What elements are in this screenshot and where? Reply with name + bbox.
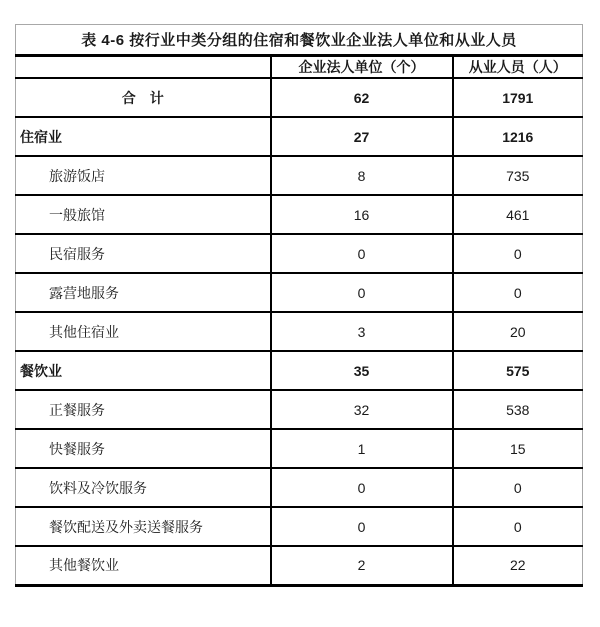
row-label: 旅游饭店 (16, 156, 271, 195)
row-employees-value: 575 (453, 351, 583, 390)
table-row (16, 390, 583, 429)
table-row (16, 117, 583, 156)
row-label: 餐饮业 (16, 351, 271, 390)
row-employees-value: 1791 (453, 78, 583, 117)
table-row (16, 507, 583, 546)
column-header-legal-units: 企业法人单位（个） (271, 56, 453, 79)
row-employees-value: 0 (453, 273, 583, 312)
row-employees-value: 538 (453, 390, 583, 429)
row-units-value: 3 (271, 312, 453, 351)
table-row (16, 273, 583, 312)
row-units-value: 16 (271, 195, 453, 234)
table-body (16, 78, 583, 585)
table-row (16, 195, 583, 234)
row-units-value: 0 (271, 234, 453, 273)
row-units-value: 0 (271, 468, 453, 507)
row-label: 住宿业 (16, 117, 271, 156)
column-header-employees: 从业人员（人） (453, 56, 583, 79)
column-header-industry (16, 56, 271, 79)
row-units-value: 27 (271, 117, 453, 156)
table-row (16, 312, 583, 351)
table-row (16, 429, 583, 468)
table-header-row (16, 56, 583, 79)
row-employees-value: 461 (453, 195, 583, 234)
row-label: 民宿服务 (16, 234, 271, 273)
table-title: 表 4-6 按行业中类分组的住宿和餐饮业企业法人单位和从业人员 (16, 25, 583, 56)
row-label: 快餐服务 (16, 429, 271, 468)
row-units-value: 1 (271, 429, 453, 468)
row-employees-value: 0 (453, 234, 583, 273)
row-employees-value: 15 (453, 429, 583, 468)
row-employees-value: 20 (453, 312, 583, 351)
row-label: 正餐服务 (16, 390, 271, 429)
table-row (16, 156, 583, 195)
row-units-value: 0 (271, 507, 453, 546)
row-label: 餐饮配送及外卖送餐服务 (16, 507, 271, 546)
table-row (16, 351, 583, 390)
row-employees-value: 0 (453, 468, 583, 507)
table-row (16, 468, 583, 507)
row-units-value: 0 (271, 273, 453, 312)
statistics-table (15, 24, 583, 587)
row-label: 饮料及冷饮服务 (16, 468, 271, 507)
row-label: 其他餐饮业 (16, 546, 271, 585)
row-label: 一般旅馆 (16, 195, 271, 234)
table-row (16, 546, 583, 585)
row-label: 其他住宿业 (16, 312, 271, 351)
row-label: 合 计 (16, 78, 271, 117)
row-employees-value: 1216 (453, 117, 583, 156)
row-units-value: 32 (271, 390, 453, 429)
row-employees-value: 22 (453, 546, 583, 585)
row-units-value: 35 (271, 351, 453, 390)
table-row (16, 78, 583, 117)
row-label: 露营地服务 (16, 273, 271, 312)
table-row (16, 234, 583, 273)
table-title-row (16, 25, 583, 56)
row-employees-value: 735 (453, 156, 583, 195)
row-units-value: 62 (271, 78, 453, 117)
row-units-value: 8 (271, 156, 453, 195)
row-units-value: 2 (271, 546, 453, 585)
row-employees-value: 0 (453, 507, 583, 546)
